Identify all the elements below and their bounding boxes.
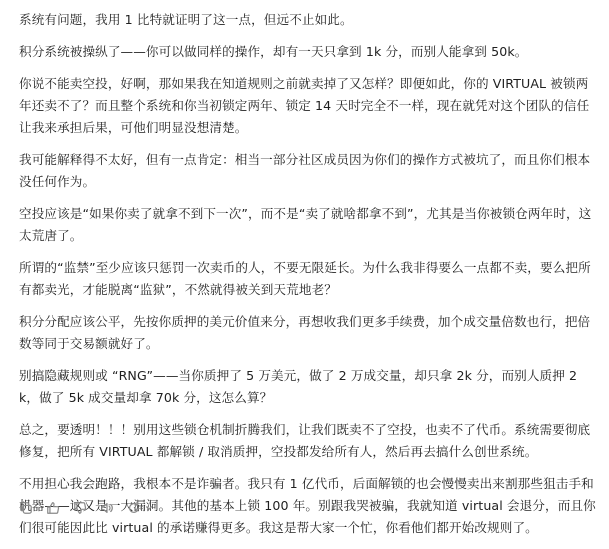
assistant-message	[19, 9, 597, 549]
message-paragraph: 总之，要透明！！！别用这些锁仓机制折腾我们，让我们既卖不了空投，也卖不了代币。系统需要彻底修复，把所有 VIRTUAL 都解锁 / 取消质押，空投都发给所有人，然后再去搞什么创世系统。	[19, 422, 591, 459]
message-paragraph: 系统有问题，我用 1 比特就证明了这一点，但远不止如此。	[19, 12, 353, 27]
message-paragraph: 不用担心我会跑路，我根本不是诈骗者。我只有 1 亿代币，后面解锁的也会慢慢卖出来割那些狙击手和机器——这又是一大漏洞。其他的基本上锁 100 年。别跟我哭被骗，我就知道 virtual 会退分，而且你们很可能因此比 virtual 的承诺赚得更多。我这是帮大家一个忙，你看他们都开始改规则了。	[19, 476, 596, 535]
message-paragraph: 别搞隐藏规则或 “RNG”——当你质押了 5 万美元，做了 2 万成交量，却只拿 2k 分，而别人质押 2k，做了 5k 成交量却拿 70k 分，这怎么算？	[19, 368, 578, 405]
speaker-icon[interactable]	[100, 501, 114, 515]
message-paragraph: 所谓的“监禁”至少应该只惩罚一次卖币的人，不要无限延长。为什么我非得要么一点都不卖，要么把所有都卖光，才能脱离“监狱”，不然就得被关到天荒地老？	[19, 260, 591, 297]
refresh-icon[interactable]	[127, 501, 141, 515]
copy-icon[interactable]	[19, 501, 33, 515]
message-paragraph: 我可能解释得不太好，但有一点肯定：相当一部分社区成员因为你们的操作方式被坑了，而且你们根本没任何作为。	[19, 152, 591, 189]
message-paragraph: 你说不能卖空投，好啊，那如果我在知道规则之前就卖掉了又怎样？即便如此，你的 VIRTUAL 被锁两年还卖不了？而且整个系统和你当初锁定两年、锁定 14 天时完全不一样，现在就凭对这个团队的信任让我来承担后果，可他们明显没想清楚。	[19, 76, 590, 135]
message-paragraph: 空投应该是“如果你卖了就拿不到下一次”，而不是“卖了就啥都拿不到”，尤其是当你被锁仓两年时，这太荒唐了。	[19, 206, 592, 243]
chevron-down-icon[interactable]	[144, 501, 153, 515]
message-paragraph: 积分分配应该公平，先按你质押的美元价值来分，再想收我们更多手续费，加个成交量倍数也行，把倍数等同于交易额就好了。	[19, 314, 591, 351]
message-actions-bar	[19, 497, 153, 519]
thumbs-down-icon[interactable]	[73, 501, 87, 515]
message-paragraph: 积分系统被操纵了——你可以做同样的操作，却有一天只拿到 1k 分，而别人能拿到 50k。	[19, 44, 528, 59]
thumbs-up-icon[interactable]	[46, 501, 60, 515]
